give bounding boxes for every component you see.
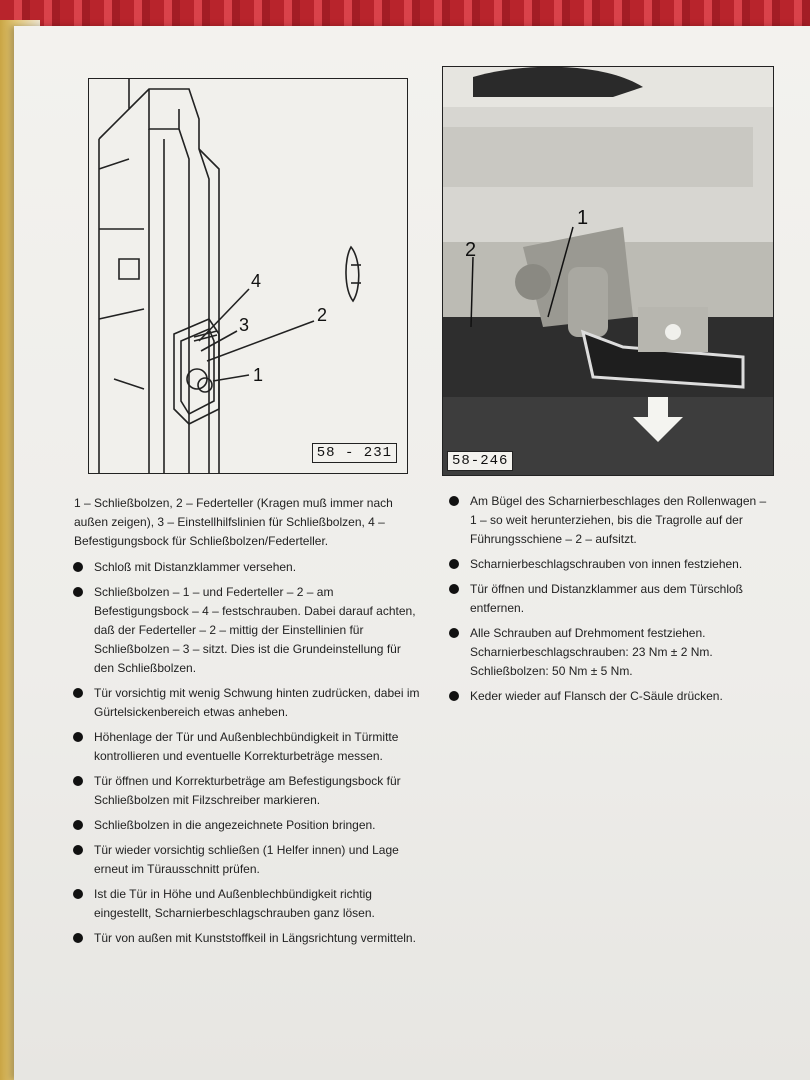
list-item: Tür öffnen und Distanzklammer aus dem Türschloß entfernen. <box>446 580 776 618</box>
list-item: Keder wieder auf Flansch der C-Säule drücken. <box>446 687 776 706</box>
callout-4: 4 <box>251 271 262 291</box>
bullet-icon <box>449 559 459 569</box>
figure-number: 58-246 <box>447 451 513 471</box>
bullet-icon <box>73 820 83 830</box>
list-item: Schloß mit Distanzklammer versehen. <box>70 558 420 577</box>
manual-page <box>14 26 810 1080</box>
list-item: Am Bügel des Scharnierbeschlages den Rollenwagen – 1 – so weit herunterziehen, bis die Tragrolle auf der Führungsschiene – 2 – aufsitzt. <box>446 492 776 549</box>
callout-3: 3 <box>239 315 250 335</box>
lock-bolt-drawing <box>89 79 407 473</box>
figure-line-drawing <box>88 78 408 474</box>
figure-number: 58 - 231 <box>312 443 397 463</box>
callout-1: 1 <box>577 207 589 229</box>
bullet-icon <box>73 933 83 943</box>
bullet-icon <box>73 688 83 698</box>
bullet-icon <box>73 587 83 597</box>
list-item: Schließbolzen in die angezeichnete Position bringen. <box>70 816 420 835</box>
callout-2: 2 <box>317 305 328 325</box>
bullet-icon <box>73 562 83 572</box>
list-item: Tür wieder vorsichtig schließen (1 Helfer innen) und Lage erneut im Türausschnitt prüfen. <box>70 841 420 879</box>
list-item: Höhenlage der Tür und Außenblechbündigkeit in Türmitte kontrollieren und eventuelle Korrekturbeträge messen. <box>70 728 420 766</box>
callout-1: 1 <box>253 365 264 385</box>
bullet-icon <box>449 691 459 701</box>
figure-photo <box>442 66 774 476</box>
list-item: Tür von außen mit Kunststoffkeil in Längsrichtung vermitteln. <box>70 929 420 948</box>
bullet-icon <box>449 628 459 638</box>
list-item: Tür öffnen und Korrekturbeträge am Befestigungsbock für Schließbolzen mit Filzschreiber markieren. <box>70 772 420 810</box>
bullet-icon <box>449 496 459 506</box>
instructions-right-column <box>446 492 776 712</box>
hinge-photo <box>443 67 773 475</box>
bullet-icon <box>73 889 83 899</box>
list-item: Schließbolzen – 1 – und Federteller – 2 – am Befestigungsbock – 4 – festschrauben. Dabei darauf achten, daß der Federteller – 2 – mittig der Einstellinien für Schließbolzen – 3 – sitzt. Dies ist die Grundeinstellung für den Schließbolzen. <box>70 583 420 678</box>
figure-caption: 1 – Schließbolzen, 2 – Federteller (Kragen muß immer nach außen zeigen), 3 – Einstellhilfslinien für Schließbolzen, 4 – Befestigungsbock für Schließbolzen/Federteller. <box>74 496 393 548</box>
bullet-icon <box>73 845 83 855</box>
list-item: Scharnierbeschlagschrauben von innen festziehen. <box>446 555 776 574</box>
list-item: Ist die Tür in Höhe und Außenblechbündigkeit richtig eingestellt, Scharnierbeschlagschrauben ganz lösen. <box>70 885 420 923</box>
instructions-left-column <box>70 558 420 954</box>
bullet-icon <box>73 732 83 742</box>
bullet-icon <box>449 584 459 594</box>
callout-2: 2 <box>465 239 477 261</box>
list-item: Alle Schrauben auf Drehmoment festziehen. Scharnierbeschlagschrauben: 23 Nm ± 2 Nm. Schließbolzen: 50 Nm ± 5 Nm. <box>446 624 776 681</box>
bullet-icon <box>73 776 83 786</box>
list-item: Tür vorsichtig mit wenig Schwung hinten zudrücken, dabei im Gürtelsickenbereich etwas anheben. <box>70 684 420 722</box>
